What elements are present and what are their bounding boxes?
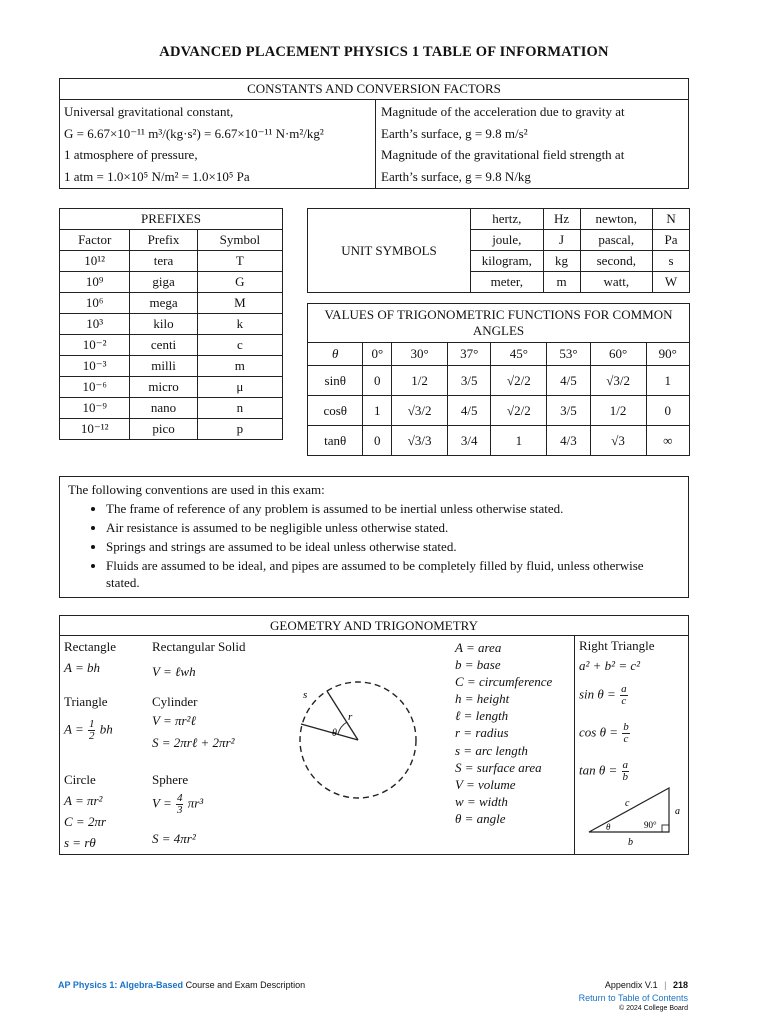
side-a-label: a [675,806,680,817]
circle-circumference: C = 2πr [64,814,107,829]
appendix-label: Appendix V.1 [604,980,658,990]
constant-line: 1 atm = 1.0×10⁵ N/m² = 1.0×10⁵ Pa [64,168,250,184]
prefix-symbol: M [197,293,282,314]
unit-symbols-table [307,208,690,293]
angle-label: θ [332,728,337,739]
constant-line: 1 atmosphere of pressure, [64,147,198,162]
prefix-row [60,251,283,272]
trig-function: tanθ [308,426,363,456]
legend-item: A = area [455,640,502,655]
constants-left [60,100,376,189]
rect-solid-label: Rectangular Solid [152,639,246,654]
trig-value: √3/2 [392,396,448,426]
unit-name: hertz, [471,209,544,230]
return-to-toc-link[interactable]: Return to Table of Contents [578,993,688,1003]
rectangle-formula: A = bh [64,660,100,675]
legend-item: w = width [455,793,508,809]
trig-function: cosθ [308,396,363,426]
copyright: © 2024 College Board [619,1005,688,1012]
convention-item: • Springs and strings are assumed to be ideal unless otherwise stated. [106,538,680,555]
angle-header: 45° [491,343,547,366]
prefix-row [60,314,283,335]
prefix-factor: 10⁻³ [60,356,130,377]
denominator: c [623,733,629,745]
geometry-box [59,615,689,855]
prefix-factor: 10⁻¹² [60,419,130,440]
legend-item: ℓ = length [455,708,509,724]
sphere-surface: S = 4πr² [152,831,196,846]
prefix-row [60,377,283,398]
trig-value: 0 [646,396,689,426]
cosine-formula [579,722,631,745]
prefix-factor: 10⁶ [60,293,130,314]
legend-item: r = radius [455,725,509,741]
cylinder-label: Cylinder [152,694,198,709]
right-angle-label: 90° [644,820,657,830]
denominator: 3 [176,804,183,816]
column-header: Symbol [197,230,282,251]
prefix-symbol: p [197,419,282,440]
formula-part: V = [152,795,172,811]
prefix-name: nano [130,398,197,419]
angle-header: 30° [392,343,448,366]
unit-name: kilogram, [471,251,544,272]
angle-header: 37° [448,343,491,366]
trig-value: 4/5 [448,396,491,426]
trig-value: 1 [646,366,689,396]
sphere-label: Sphere [152,772,189,787]
angle-header: 90° [646,343,689,366]
prefix-factor: 10⁻² [60,335,130,356]
numerator: a [622,759,629,771]
prefixes-header: PREFIXES [60,209,283,230]
trig-function: sinθ [308,366,363,396]
prefix-symbol: c [197,335,282,356]
prefix-symbol: μ [197,377,282,398]
constant-line: Earth’s surface, g = 9.8 m/s² [381,125,528,141]
footer-page [605,980,688,990]
fraction [88,719,96,742]
unit-symbols-label: UNIT SYMBOLS [308,209,471,293]
right-triangle-label: Right Triangle [579,638,655,653]
constants-box [59,78,689,189]
trig-value: 4/5 [547,366,590,396]
triangle-formula [64,719,113,742]
prefix-factor: 10⁻⁶ [60,377,130,398]
prefix-row [60,356,283,377]
trig-angle-row [308,343,690,366]
trig-value: 3/5 [547,396,590,426]
legend-item: θ = angle [455,810,506,826]
trig-value: √3 [590,426,646,456]
prefix-symbol: n [197,398,282,419]
trig-row [308,396,690,426]
constants-right [377,100,689,189]
constants-header: CONSTANTS AND CONVERSION FACTORS [60,79,688,100]
trig-table [307,303,690,456]
trig-row [308,366,690,396]
angle-theta-label: θ [606,822,611,832]
unit-symbols-body [308,209,690,293]
fraction [620,684,628,707]
rectangle-label: Rectangle [64,639,116,654]
column-header: Factor [60,230,130,251]
course-description: Course and Exam Description [185,980,306,990]
prefix-symbol: G [197,272,282,293]
constant-line: G = 6.67×10⁻¹¹ m³/(kg·s²) = 6.67×10⁻¹¹ N·m²/kg² [64,125,324,141]
prefix-symbol: T [197,251,282,272]
unit-name: newton, [580,209,653,230]
trig-value: √3/2 [590,366,646,396]
sphere-volume [152,793,203,816]
unit-row [308,209,690,230]
page-title: ADVANCED PLACEMENT PHYSICS 1 TABLE OF INFORMATION [159,44,609,60]
trig-header: VALUES OF TRIGONOMETRIC FUNCTIONS FOR COMMON ANGLES [308,304,690,343]
fraction [622,722,630,745]
formula-part: tan θ = [579,762,618,778]
triangle-label: Triangle [64,694,108,709]
unit-name: joule, [471,230,544,251]
trig-value: 3/5 [448,366,491,396]
prefix-row [60,335,283,356]
constant-line: Universal gravitational constant, [64,104,234,119]
unit-symbol: J [543,230,580,251]
trig-value: 1/2 [590,396,646,426]
conventions-list [68,500,680,591]
prefix-row [60,398,283,419]
geometry-header: GEOMETRY AND TRIGONOMETRY [60,616,688,636]
denominator: 2 [88,730,95,742]
column-header: Prefix [130,230,197,251]
conventions-intro: The following conventions are used in this exam: [68,482,325,497]
tangent-formula [579,760,630,783]
constant-line: Earth’s surface, g = 9.8 N/kg [381,168,531,184]
prefix-symbol: m [197,356,282,377]
trig-value: 1/2 [392,366,448,396]
angle-header: 0° [363,343,392,366]
arc-length-label: s [303,689,308,701]
trig-body [308,343,690,456]
constant-line: Magnitude of the acceleration due to gravity at [381,104,625,119]
page-number: 218 [672,980,688,990]
prefix-factor: 10¹² [60,251,130,272]
legend-item: h = height [455,691,510,707]
prefix-factor: 10⁻⁹ [60,398,130,419]
side-c-label: c [625,798,630,809]
fraction [176,793,184,816]
prefix-name: milli [130,356,197,377]
trig-value: 0 [363,426,392,456]
circle-sector-diagram [292,674,422,804]
unit-symbol: W [653,272,690,293]
prefixes-table [59,208,283,440]
circle-arc-length: s = rθ [64,835,96,850]
fraction [622,760,630,783]
side-b-label: b [628,837,633,848]
right-triangle-panel [574,636,689,855]
separator: | [664,980,667,990]
prefix-row [60,272,283,293]
unit-symbol: Pa [653,230,690,251]
numerator: b [623,721,629,733]
formula-part: πr³ [187,795,204,811]
prefix-factor: 10³ [60,314,130,335]
cylinder-volume: V = πr²ℓ [152,713,196,728]
trig-value: 1 [491,426,547,456]
prefixes-body [60,251,283,440]
course-name: AP Physics 1: Algebra-Based [58,980,184,990]
formula-part: A = [64,721,84,737]
trig-value: 4/3 [547,426,590,456]
prefix-row [60,293,283,314]
circle-label: Circle [64,772,96,787]
trig-value: 0 [363,366,392,396]
unit-name: pascal, [580,230,653,251]
unit-symbol: s [653,251,690,272]
conventions-box [59,476,689,598]
trig-value: √2/2 [491,396,547,426]
convention-item: • Fluids are assumed to be ideal, and pipes are assumed to be completely filled by fluid, unless otherwise stated. [106,557,680,591]
trig-row [308,426,690,456]
trig-value: √3/3 [392,426,448,456]
legend-item: C = circumference [455,674,553,690]
prefix-name: mega [130,293,197,314]
legend-item: s = arc length [455,742,528,758]
angle-header: 53° [547,343,590,366]
numerator: a [621,683,627,695]
trig-value: √2/2 [491,366,547,396]
formula-part: sin θ = [579,686,616,702]
theta-header: θ [308,343,363,366]
radius-label: r [348,711,353,723]
prefix-symbol: k [197,314,282,335]
right-triangle-diagram [581,786,686,850]
numerator: 4 [176,792,183,804]
numerator: 1 [88,718,95,730]
pythagorean-formula: a² + b² = c² [579,658,641,673]
prefix-name: pico [130,419,197,440]
unit-symbol: m [543,272,580,293]
prefix-row [60,419,283,440]
prefix-name: micro [130,377,197,398]
cylinder-surface: S = 2πrℓ + 2πr² [152,735,235,750]
denominator: c [621,695,627,707]
trig-value: 3/4 [448,426,491,456]
legend-item: V = volume [455,776,516,792]
legend-item: S = surface area [455,759,542,775]
sine-formula [579,684,629,707]
convention-item: • Air resistance is assumed to be negligible unless otherwise stated. [106,519,680,536]
unit-symbol: kg [543,251,580,272]
denominator: b [622,771,629,783]
constant-line: Magnitude of the gravitational field strength at [381,147,625,162]
convention-item: • The frame of reference of any problem is assumed to be inertial unless otherwise stated. [106,500,680,517]
formula-part: bh [99,721,113,737]
trig-value: 1 [363,396,392,426]
prefix-name: kilo [130,314,197,335]
prefix-name: tera [130,251,197,272]
unit-symbol: Hz [543,209,580,230]
circle-area: A = πr² [64,793,103,808]
legend-item: b = base [455,657,501,673]
angle-header: 60° [590,343,646,366]
geometry-legend [455,639,552,827]
trig-value: ∞ [646,426,689,456]
unit-name: second, [580,251,653,272]
formula-part: cos θ = [579,724,618,740]
unit-symbol: N [653,209,690,230]
unit-name: meter, [471,272,544,293]
rect-solid-formula: V = ℓwh [152,664,196,679]
prefix-factor: 10⁹ [60,272,130,293]
prefix-name: giga [130,272,197,293]
footer-course [58,980,305,990]
prefix-name: centi [130,335,197,356]
unit-name: watt, [580,272,653,293]
